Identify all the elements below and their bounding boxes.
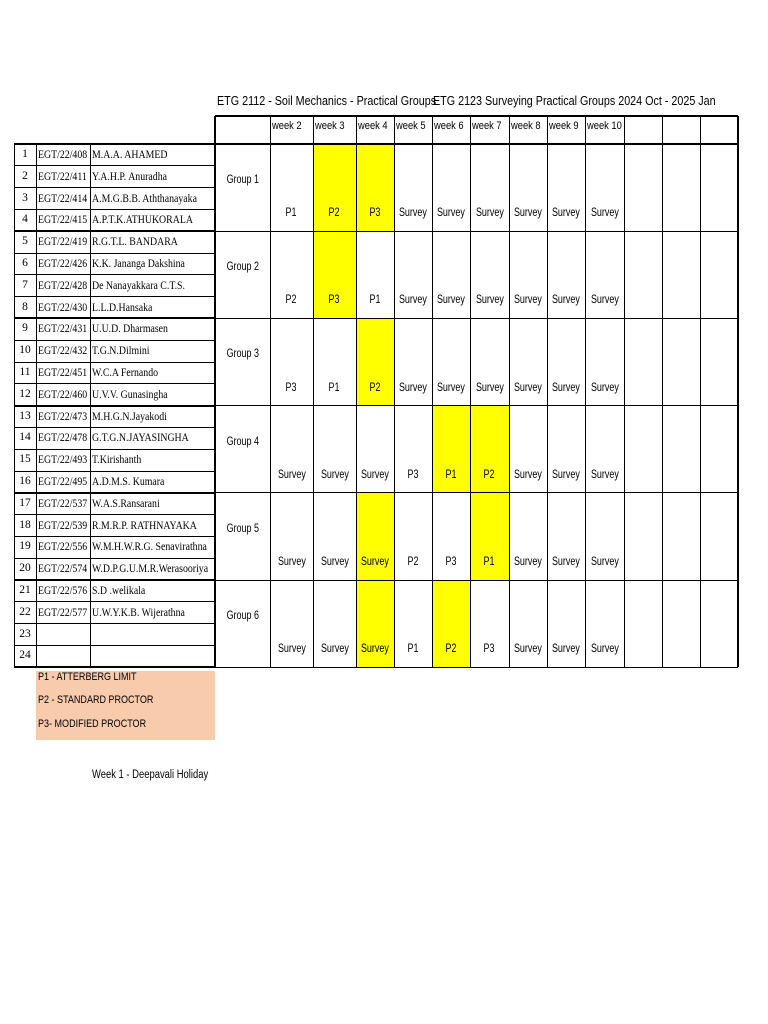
student-name: W.A.S.Ransarani bbox=[92, 495, 160, 510]
schedule-cell bbox=[662, 231, 700, 318]
grid-line bbox=[14, 209, 215, 210]
student-id: EGT/22/495 bbox=[38, 474, 88, 488]
grid-line bbox=[14, 165, 215, 166]
student-name: A.M.G.B.B. Aththanayaka bbox=[92, 190, 197, 205]
grid-line bbox=[270, 116, 271, 667]
schedule-cell: Survey bbox=[514, 207, 542, 220]
student-id: EGT/22/576 bbox=[38, 583, 88, 597]
schedule-cell bbox=[624, 406, 662, 493]
schedule-cell bbox=[700, 580, 738, 667]
week-header bbox=[215, 116, 270, 144]
grid-line bbox=[215, 143, 738, 145]
schedule-cell: Survey bbox=[399, 207, 427, 220]
group-label: Group 2 bbox=[226, 261, 259, 274]
grid-line bbox=[14, 623, 215, 624]
student-id: EGT/22/431 bbox=[38, 321, 88, 336]
row-number: 6 bbox=[22, 257, 28, 269]
grid-line bbox=[14, 296, 215, 297]
grid-line bbox=[547, 116, 548, 667]
schedule-cell: Survey bbox=[437, 294, 465, 307]
student-name bbox=[90, 645, 215, 667]
schedule-cell: P1 bbox=[445, 468, 457, 481]
week-header bbox=[662, 116, 700, 144]
student-id: EGT/22/478 bbox=[38, 430, 88, 445]
row-number: 15 bbox=[19, 453, 31, 466]
grid-line bbox=[14, 536, 215, 537]
title-surveying: ETG 2123 Surveying Practical Groups 2024 Oct - 2025 Jan bbox=[433, 94, 716, 108]
grid-line bbox=[215, 492, 738, 493]
row-number: 21 bbox=[19, 584, 31, 596]
grid-line bbox=[585, 116, 586, 667]
schedule-cell: Survey bbox=[514, 381, 542, 394]
grid-line bbox=[14, 340, 215, 341]
row-number: 5 bbox=[22, 235, 28, 248]
schedule-cell: P1 bbox=[286, 207, 297, 220]
grid-line bbox=[14, 383, 215, 384]
group-label: Group 6 bbox=[226, 610, 259, 622]
student-id: EGT/22/537 bbox=[38, 495, 88, 510]
schedule-cell bbox=[700, 144, 738, 231]
schedule-cell: Survey bbox=[320, 468, 349, 481]
week-header: week 10 bbox=[587, 120, 622, 132]
schedule-cell: Survey bbox=[590, 294, 619, 307]
row-number: 2 bbox=[22, 169, 28, 182]
student-name: De Nanayakkara C.T.S. bbox=[92, 277, 185, 292]
grid-line bbox=[509, 116, 510, 667]
schedule-cell: Survey bbox=[475, 207, 504, 220]
student-id: EGT/22/414 bbox=[38, 190, 88, 205]
schedule-cell: P3 bbox=[369, 207, 381, 220]
row-number: 18 bbox=[19, 518, 31, 531]
grid-line bbox=[14, 579, 215, 581]
schedule-cell bbox=[662, 580, 700, 667]
student-name: R.G.T.L. BANDARA bbox=[92, 234, 178, 249]
schedule-cell: Survey bbox=[320, 555, 349, 568]
schedule-cell bbox=[700, 493, 738, 580]
schedule-cell bbox=[624, 231, 662, 318]
student-name: K.K. Jananga Dakshina bbox=[92, 256, 185, 270]
grid-line bbox=[14, 230, 215, 232]
schedule-cell: Survey bbox=[361, 555, 389, 568]
schedule-cell: Survey bbox=[514, 643, 542, 656]
student-name: T.G.N.Dilmini bbox=[92, 343, 150, 358]
schedule-cell: P3 bbox=[407, 468, 419, 481]
schedule-cell: P3 bbox=[445, 555, 457, 568]
schedule-cell bbox=[662, 144, 700, 231]
grid-line bbox=[14, 427, 215, 428]
student-id: EGT/22/408 bbox=[38, 147, 88, 161]
student-name: M.A.A. AHAMED bbox=[92, 147, 168, 161]
schedule-cell: P1 bbox=[369, 294, 381, 307]
holiday-note: Week 1 - Deepavali Holiday bbox=[92, 769, 209, 781]
student-name: L.L.D.Hansaka bbox=[92, 299, 153, 314]
grid-line bbox=[700, 116, 701, 667]
legend-item-p1: P1 - ATTERBERG LIMIT bbox=[38, 671, 137, 683]
student-name: A.D.M.S. Kumara bbox=[92, 474, 165, 488]
schedule-cell: Survey bbox=[590, 555, 619, 568]
grid-line bbox=[470, 116, 471, 667]
student-id: EGT/22/460 bbox=[38, 386, 88, 401]
grid-line bbox=[215, 580, 738, 581]
grid-line bbox=[14, 362, 215, 363]
grid-line bbox=[14, 143, 215, 145]
schedule-cell: P1 bbox=[484, 555, 495, 568]
row-number: 1 bbox=[22, 148, 28, 160]
schedule-cell: P2 bbox=[484, 468, 495, 481]
grid-line bbox=[662, 116, 663, 667]
grid-line bbox=[432, 116, 433, 667]
week-header: week 6 bbox=[434, 120, 464, 132]
student-name: U.U.D. Dharmasen bbox=[92, 321, 168, 336]
row-number: 12 bbox=[19, 387, 31, 400]
student-id: EGT/22/493 bbox=[38, 452, 88, 467]
schedule-cell: P2 bbox=[286, 294, 297, 307]
grid-line bbox=[313, 116, 314, 667]
schedule-cell bbox=[700, 318, 738, 405]
row-number: 24 bbox=[19, 649, 31, 662]
schedule-cell bbox=[662, 318, 700, 405]
schedule-cell: P2 bbox=[329, 207, 340, 220]
grid-line bbox=[14, 274, 215, 275]
row-number: 20 bbox=[19, 562, 31, 575]
schedule-cell bbox=[624, 144, 662, 231]
schedule-cell bbox=[700, 406, 738, 493]
row-number: 14 bbox=[19, 431, 31, 444]
grid-line bbox=[14, 317, 215, 319]
schedule-cell bbox=[700, 231, 738, 318]
student-name: Y.A.H.P. Anuradha bbox=[92, 168, 167, 183]
row-number: 11 bbox=[19, 366, 31, 378]
legend-item-p2: P2 - STANDARD PROCTOR bbox=[38, 694, 154, 706]
student-name: A.P.T.K.ATHUKORALA bbox=[92, 212, 193, 227]
schedule-cell: Survey bbox=[590, 381, 619, 394]
week-header bbox=[700, 116, 738, 144]
student-id: EGT/22/539 bbox=[38, 517, 88, 532]
schedule-cell: Survey bbox=[475, 381, 504, 394]
week-header: week 4 bbox=[358, 120, 388, 132]
grid-line bbox=[90, 144, 91, 667]
student-name: W.M.H.W.R.G. Senavirathna bbox=[92, 539, 207, 554]
row-number: 19 bbox=[19, 540, 31, 553]
grid-line bbox=[14, 471, 215, 472]
row-number: 16 bbox=[19, 475, 31, 487]
legend-item-p3: P3- MODIFIED PROCTOR bbox=[38, 718, 147, 730]
schedule-cell: P1 bbox=[407, 643, 419, 656]
student-id: EGT/22/411 bbox=[38, 168, 87, 183]
student-id bbox=[36, 624, 90, 646]
row-number: 22 bbox=[19, 605, 31, 618]
schedule-cell: Survey bbox=[552, 294, 580, 307]
row-number: 23 bbox=[19, 627, 31, 640]
row-number: 17 bbox=[19, 496, 31, 509]
grid-line bbox=[215, 231, 738, 232]
schedule-cell: P3 bbox=[286, 381, 297, 394]
student-id: EGT/22/574 bbox=[38, 561, 88, 576]
row-number: 13 bbox=[19, 409, 31, 422]
grid-line bbox=[737, 116, 739, 667]
grid-line bbox=[14, 514, 215, 515]
schedule-cell: Survey bbox=[475, 294, 504, 307]
student-id: EGT/22/577 bbox=[38, 604, 88, 619]
group-label: Group 5 bbox=[226, 522, 259, 535]
student-name: U.W.Y.K.B. Wijerathna bbox=[92, 604, 185, 619]
student-id: EGT/22/419 bbox=[38, 234, 88, 249]
student-name: M.H.G.N.Jayakodi bbox=[92, 408, 167, 423]
grid-line bbox=[215, 115, 738, 117]
row-number: 10 bbox=[19, 344, 31, 357]
grid-line bbox=[14, 405, 215, 407]
schedule-cell: Survey bbox=[590, 468, 619, 481]
schedule-cell: Survey bbox=[399, 294, 427, 307]
student-id: EGT/22/426 bbox=[38, 256, 88, 270]
grid-line bbox=[215, 405, 738, 406]
group-label: Group 4 bbox=[226, 435, 259, 448]
grid-line bbox=[36, 144, 37, 667]
schedule-cell: Survey bbox=[514, 468, 542, 481]
schedule-cell: Survey bbox=[361, 643, 389, 656]
grid-line bbox=[356, 116, 357, 667]
schedule-cell bbox=[624, 580, 662, 667]
schedule-cell bbox=[624, 318, 662, 405]
schedule-cell: Survey bbox=[399, 381, 427, 394]
student-name: U.V.V. Gunasingha bbox=[92, 386, 168, 401]
schedule-cell: P2 bbox=[369, 381, 381, 394]
schedule-cell: Survey bbox=[552, 555, 580, 568]
week-header: week 9 bbox=[549, 120, 579, 132]
grid-line bbox=[215, 144, 216, 667]
student-name: T.Kirishanth bbox=[92, 452, 142, 467]
schedule-cell: P3 bbox=[329, 294, 340, 307]
student-name: R.M.R.P. RATHNAYAKA bbox=[92, 517, 197, 532]
student-id: EGT/22/451 bbox=[38, 365, 88, 379]
week-header: week 7 bbox=[472, 120, 502, 132]
grid-line bbox=[14, 253, 215, 254]
row-number: 3 bbox=[22, 191, 28, 204]
week-header: week 3 bbox=[315, 120, 345, 132]
schedule-cell bbox=[662, 493, 700, 580]
student-name: G.T.G.N.JAYASINGHA bbox=[92, 430, 189, 445]
student-name: S.D .welikala bbox=[92, 583, 146, 597]
student-name bbox=[90, 624, 215, 646]
grid-line bbox=[14, 666, 215, 668]
schedule-cell: Survey bbox=[552, 207, 580, 220]
grid-line bbox=[14, 187, 215, 188]
student-id: EGT/22/556 bbox=[38, 539, 88, 554]
schedule-cell: Survey bbox=[277, 643, 306, 656]
row-number: 8 bbox=[22, 300, 28, 313]
schedule-cell: Survey bbox=[361, 468, 389, 481]
schedule-cell: Survey bbox=[552, 381, 580, 394]
row-number: 4 bbox=[22, 213, 28, 226]
student-id: EGT/22/415 bbox=[38, 212, 88, 227]
schedule-cell: Survey bbox=[437, 207, 465, 220]
schedule-cell: Survey bbox=[514, 294, 542, 307]
student-id: EGT/22/428 bbox=[38, 277, 88, 292]
schedule-cell: Survey bbox=[277, 555, 306, 568]
schedule-cell: Survey bbox=[277, 468, 306, 481]
row-number: 7 bbox=[22, 278, 28, 291]
grid-line bbox=[624, 116, 625, 667]
schedule-cell: P2 bbox=[407, 555, 419, 568]
grid-line bbox=[14, 601, 215, 602]
student-name: W.D.P.G.U.M.R.Werasooriya bbox=[92, 561, 209, 576]
schedule-cell: P1 bbox=[329, 381, 340, 394]
schedule-cell: Survey bbox=[514, 555, 542, 568]
student-id: EGT/22/430 bbox=[38, 299, 88, 314]
schedule-cell bbox=[624, 493, 662, 580]
schedule-cell: Survey bbox=[552, 468, 580, 481]
row-number: 9 bbox=[22, 322, 28, 335]
legend-box bbox=[36, 671, 215, 740]
schedule-cell: Survey bbox=[590, 643, 619, 656]
student-id: EGT/22/432 bbox=[38, 343, 88, 358]
student-name: W.C.A Fernando bbox=[92, 365, 159, 379]
grid-line bbox=[215, 667, 738, 668]
week-header: week 5 bbox=[396, 120, 426, 132]
schedule-cell: Survey bbox=[552, 643, 580, 656]
group-label: Group 1 bbox=[226, 174, 259, 186]
schedule-cell: Survey bbox=[590, 207, 619, 220]
student-id: EGT/22/473 bbox=[38, 408, 88, 423]
grid-line bbox=[14, 492, 215, 494]
schedule-cell: Survey bbox=[437, 381, 465, 394]
grid-line bbox=[394, 116, 395, 667]
grid-line bbox=[14, 558, 215, 559]
student-id bbox=[36, 645, 90, 667]
schedule-cell: P3 bbox=[484, 643, 495, 656]
group-label: Group 3 bbox=[226, 348, 259, 361]
grid-line bbox=[14, 144, 15, 667]
grid-line bbox=[14, 449, 215, 450]
grid-line bbox=[14, 645, 215, 646]
title-soil-mechanics: ETG 2112 - Soil Mechanics - Practical Groups bbox=[217, 94, 437, 108]
week-header bbox=[624, 116, 662, 144]
schedule-cell: P2 bbox=[445, 643, 457, 656]
week-header: week 8 bbox=[511, 120, 541, 132]
grid-line bbox=[215, 318, 738, 319]
schedule-cell: Survey bbox=[320, 643, 349, 656]
schedule-cell bbox=[662, 406, 700, 493]
week-header: week 2 bbox=[272, 120, 302, 132]
